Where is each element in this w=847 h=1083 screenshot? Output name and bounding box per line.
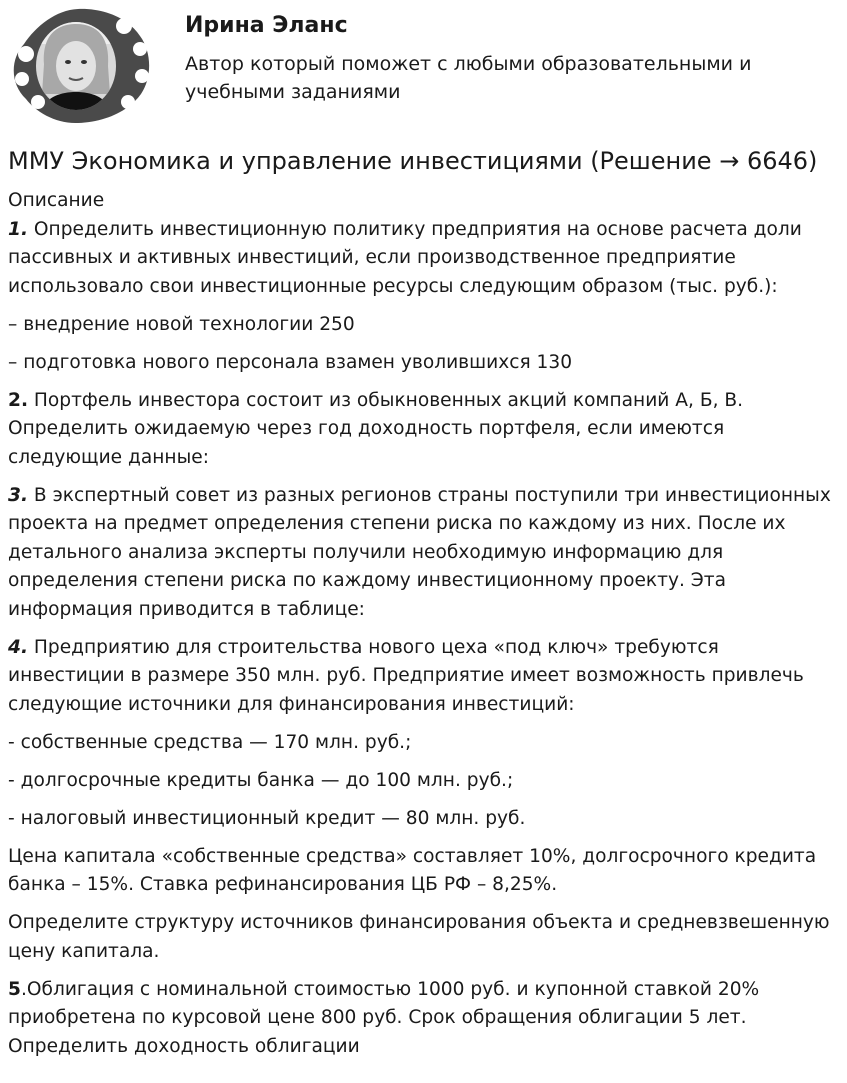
task-3-number: 3. xyxy=(8,484,29,506)
description-label: Описание xyxy=(8,190,105,211)
task-4 xyxy=(8,634,840,720)
description-content xyxy=(8,187,840,1071)
task-4-item-3: - налоговый инвестиционный кредит — 80 млн. руб. xyxy=(8,807,526,829)
task-5-number: 5 xyxy=(8,978,21,1000)
task-4-item-2: - долгосрочные кредиты банка — до 100 млн. руб.; xyxy=(8,769,514,791)
task-3 xyxy=(8,482,840,625)
author-name: Ирина Эланс xyxy=(185,13,348,38)
task-4-item-1: - собственные средства — 170 млн. руб.; xyxy=(8,731,412,753)
task-1 xyxy=(8,216,840,302)
author-avatar xyxy=(6,4,154,126)
task-4-number: 4. xyxy=(8,636,29,658)
task-5 xyxy=(8,976,840,1062)
task-1-text: Определить инвестиционную политику предприятия на основе расчета доли пассивных и активных инвестиций, если производственное предприятие использовало свои инвестиционные ресурсы следующим образом (тыс. руб.): xyxy=(8,218,802,297)
task-1-item-2: – подготовка нового персонала взамен уволившихся 130 xyxy=(8,351,573,373)
task-2 xyxy=(8,387,840,473)
task-4-text: Предприятию для строительства нового цеха «под ключ» требуются инвестиции в размере 350 млн. руб. Предприятие имеет возможность привлечь следующие источники для финансирования инвестиций: xyxy=(8,636,804,715)
author-header xyxy=(0,0,847,130)
task-5-text: .Облигация с номинальной стоимостью 1000 руб. и купонной ставкой 20% приобретена по курсовой цене 800 руб. Срок обращения облигации 5 лет. Определить доходность облигации xyxy=(8,978,760,1057)
page-title: ММУ Экономика и управление инвестициями (Решение → 6646) xyxy=(8,147,818,175)
task-1-item-1: – внедрение новой технологии 250 xyxy=(8,313,355,335)
task-1-number: 1. xyxy=(8,218,29,240)
task-4-paragraph-2: Определите структуру источников финансирования объекта и средневзвешенную цену капитала. xyxy=(8,912,830,962)
author-description: Автор который поможет с любыми образовательными и учебными заданиями xyxy=(185,53,752,103)
task-2-number: 2. xyxy=(8,389,29,411)
task-4-paragraph-1: Цена капитала «собственные средства» составляет 10%, долгосрочного кредита банка – 15%. Ставка рефинансирования ЦБ РФ – 8,25%. xyxy=(8,845,817,895)
task-2-text: Портфель инвестора состоит из обыкновенных акций компаний А, Б, В. Определить ожидаемую через год доходность портфеля, если имеются следующие данные: xyxy=(8,389,744,468)
task-3-text: В экспертный совет из разных регионов страны поступили три инвестиционных проекта на предмет определения степени риска по каждому из них. После их детального анализа эксперты получили необходимую информацию для определения степени риска по каждому инвестиционному проекту. Эта информация приводится в таблице: xyxy=(8,484,831,620)
